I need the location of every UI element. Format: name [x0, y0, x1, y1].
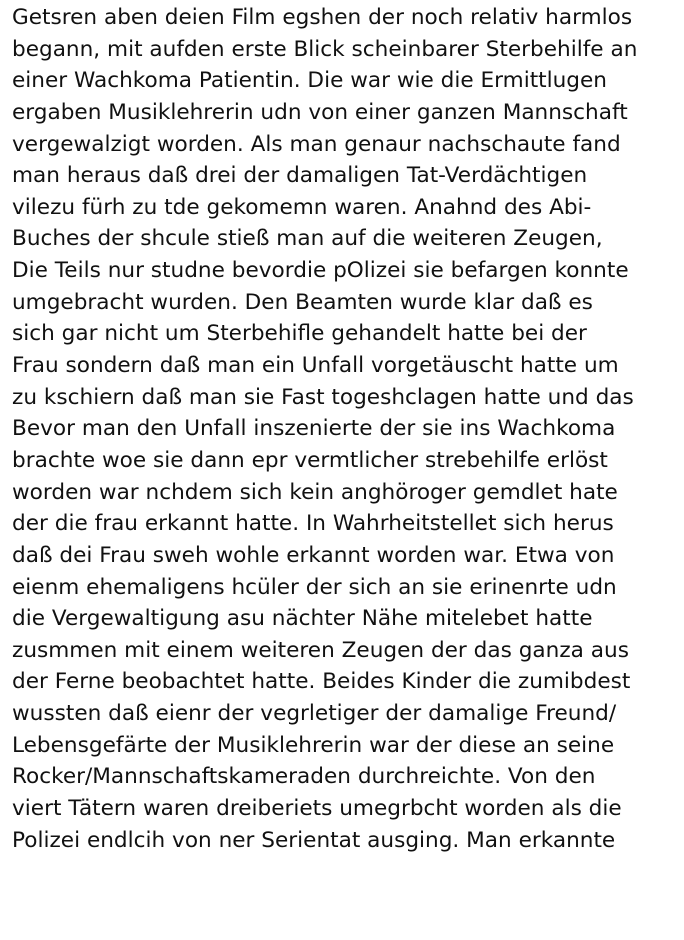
text-line: ergaben Musiklehrerin udn von einer ganzen Mannschaft	[12, 99, 628, 125]
text-line: Lebensgefärte der Musiklehrerin war der diese an seine	[12, 732, 615, 758]
text-line: brachte woe sie dann epr vermtlicher strebehilfe erlöst	[12, 447, 608, 473]
text-line: zu kschiern daß man sie Fast togeshclagen hatte und das	[12, 384, 634, 410]
text-line: wussten daß eienr der vegrletiger der damalige Freund/	[12, 701, 617, 727]
text-line: daß dei Frau sweh wohle erkannt worden war. Etwa von	[12, 542, 615, 568]
text-line: vilezu fürh zu tde gekomemn waren. Anahnd des Abi-	[12, 194, 592, 220]
text-line: eienm ehemaligens hcüler der sich an sie erinenrte udn	[12, 574, 617, 600]
text-line: die Vergewaltigung asu nächter Nähe mitelebet hatte	[12, 606, 593, 632]
text-line: umgebracht wurden. Den Beamten wurde klar daß es	[12, 289, 593, 315]
text-line: sich gar nicht um Sterbehifle gehandelt hatte bei der	[12, 321, 587, 347]
text-line: worden war nchdem sich kein anghöroger gemdlet hate	[12, 479, 618, 505]
text-line: der die frau erkannt hatte. In Wahrheitstellet sich herus	[12, 511, 614, 537]
text-line: zusmmen mit einem weiteren Zeugen der das ganza aus	[12, 637, 629, 663]
text-line: Die Teils nur studne bevordie pOlizei sie befargen konnte	[12, 258, 629, 284]
text-line: Frau sondern daß man ein Unfall vorgetäuscht hatte um	[12, 353, 619, 379]
text-line: begann, mit aufden erste Blick scheinbarer Sterbehilfe an	[12, 36, 638, 62]
text-line: Polizei endlcih von ner Serientat ausging. Man erkannte	[12, 827, 616, 853]
text-line: einer Wachkoma Patientin. Die war wie die Ermittlugen	[12, 68, 607, 94]
text-line: Rocker/Mannschaftskameraden durchreichte. Von den	[12, 764, 596, 790]
text-line: Buches der shcule stieß man auf die weiteren Zeugen,	[12, 226, 603, 252]
text-line: der Ferne beobachtet hatte. Beides Kinder die zumibdest	[12, 669, 631, 695]
text-line: man heraus daß drei der damaligen Tat-Verdächtigen	[12, 163, 588, 189]
text-line: Getsren aben deien Film egshen der noch relativ harmlos	[12, 5, 633, 30]
body-paragraph	[12, 2, 684, 856]
text-line: Bevor man den Unfall inszenierte der sie ins Wachkoma	[12, 416, 616, 442]
text-line: viert Tätern waren dreiberiets umegrbcht worden als die	[12, 796, 622, 822]
text-line: vergewalzigt worden. Als man genaur nachschaute fand	[12, 131, 621, 157]
